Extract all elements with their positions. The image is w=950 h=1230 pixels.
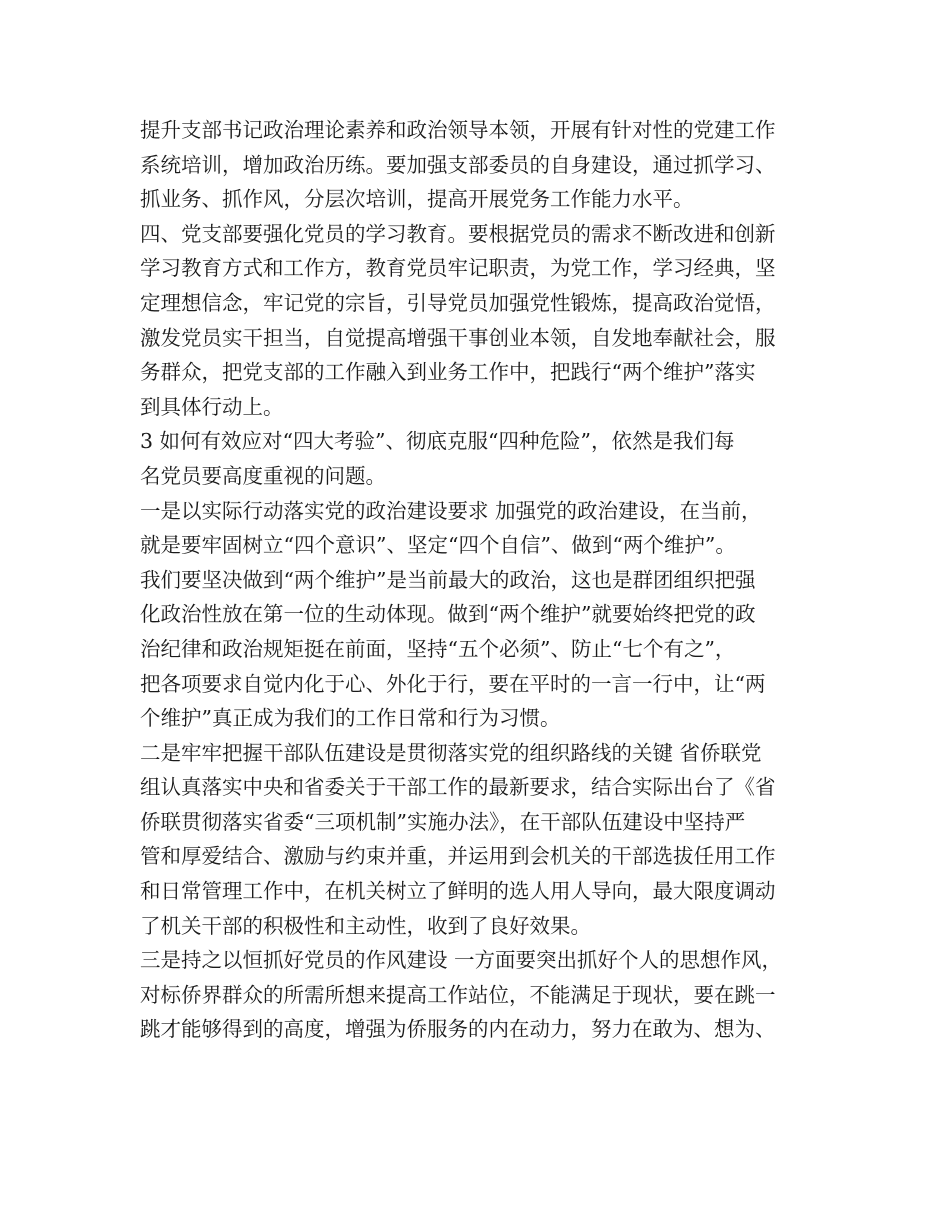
text-line: 组认真落实中央和省委关于干部工作的最新要求，结合实际出台了《省	[140, 775, 776, 800]
text-line: 管和厚爱结合、激励与约束并重，并运用到会机关的干部选拔任用工作	[140, 844, 776, 869]
text-line: 把各项要求自觉内化于心、外化于行，要在平时的一言一行中，让“两	[140, 671, 766, 696]
text-line: 名党员要高度重视的问题。	[140, 463, 386, 488]
text-line: 到具体行动上。	[140, 394, 284, 419]
text-line: 我们要坚决做到“两个维护”是当前最大的政治，这也是群团组织把强	[140, 567, 756, 592]
text-line: 化政治性放在第一位的生动体现。做到“两个维护”就要始终把党的政	[140, 602, 756, 627]
text-line: 和日常管理工作中，在机关树立了鲜明的选人用人导向，最大限度调动	[140, 879, 776, 904]
document-body	[140, 113, 830, 1047]
text-line: 学习教育方式和工作方，教育党员牢记职责，为党工作，学习经典，坚	[140, 256, 776, 281]
text-line: 务群众，把党支部的工作融入到业务工作中，把践行“两个维护”落实	[140, 360, 756, 385]
text-line: 二是牢牢把握干部队伍建设是贯彻落实党的组织路线的关键 省侨联党	[140, 740, 762, 765]
text-line: 三是持之以恒抓好党员的作风建设 一方面要突出抓好个人的思想作风，	[140, 948, 783, 973]
text-line: 激发党员实干担当，自觉提高增强干事创业本领，自发地奉献社会，服	[140, 325, 776, 350]
text-line: 抓业务、抓作风，分层次培训，提高开展党务工作能力水平。	[140, 187, 694, 212]
text-line: 系统培训，增加政治历练。要加强支部委员的自身建设，通过抓学习、	[140, 152, 776, 177]
text-line: 定理想信念，牢记党的宗旨，引导党员加强党性锻炼，提高政治觉悟，	[140, 290, 776, 315]
text-line: 治纪律和政治规矩挺在前面，坚持“五个必须”、防止“七个有之”，	[140, 636, 736, 661]
text-line: 四、党支部要强化党员的学习教育。要根据党员的需求不断改进和创新	[140, 221, 776, 246]
text-line: 提升支部书记政治理论素养和政治领导本领，开展有针对性的党建工作	[140, 118, 776, 142]
text-line: 一是以实际行动落实党的政治建设要求 加强党的政治建设，在当前，	[140, 498, 762, 523]
text-line: 3 如何有效应对“四大考验”、彻底克服“四种危险”，依然是我们每	[140, 429, 735, 454]
text-line: 侨联贯彻落实省委“三项机制”实施办法》，在干部队伍建设中坚持严	[140, 809, 746, 834]
text-line: 对标侨界群众的所需所想来提高工作站位，不能满足于现状，要在跳一	[140, 982, 776, 1007]
text-line: 跳才能够得到的高度，增强为侨服务的内在动力，努力在敢为、想为、	[140, 1017, 776, 1042]
text-line: 了机关干部的积极性和主动性，收到了良好效果。	[140, 913, 591, 938]
text-line: 就是要牢固树立“四个意识”、坚定“四个自信”、做到“两个维护”。	[140, 533, 736, 558]
text-line: 个维护”真正成为我们的工作日常和行为习惯。	[140, 706, 561, 731]
